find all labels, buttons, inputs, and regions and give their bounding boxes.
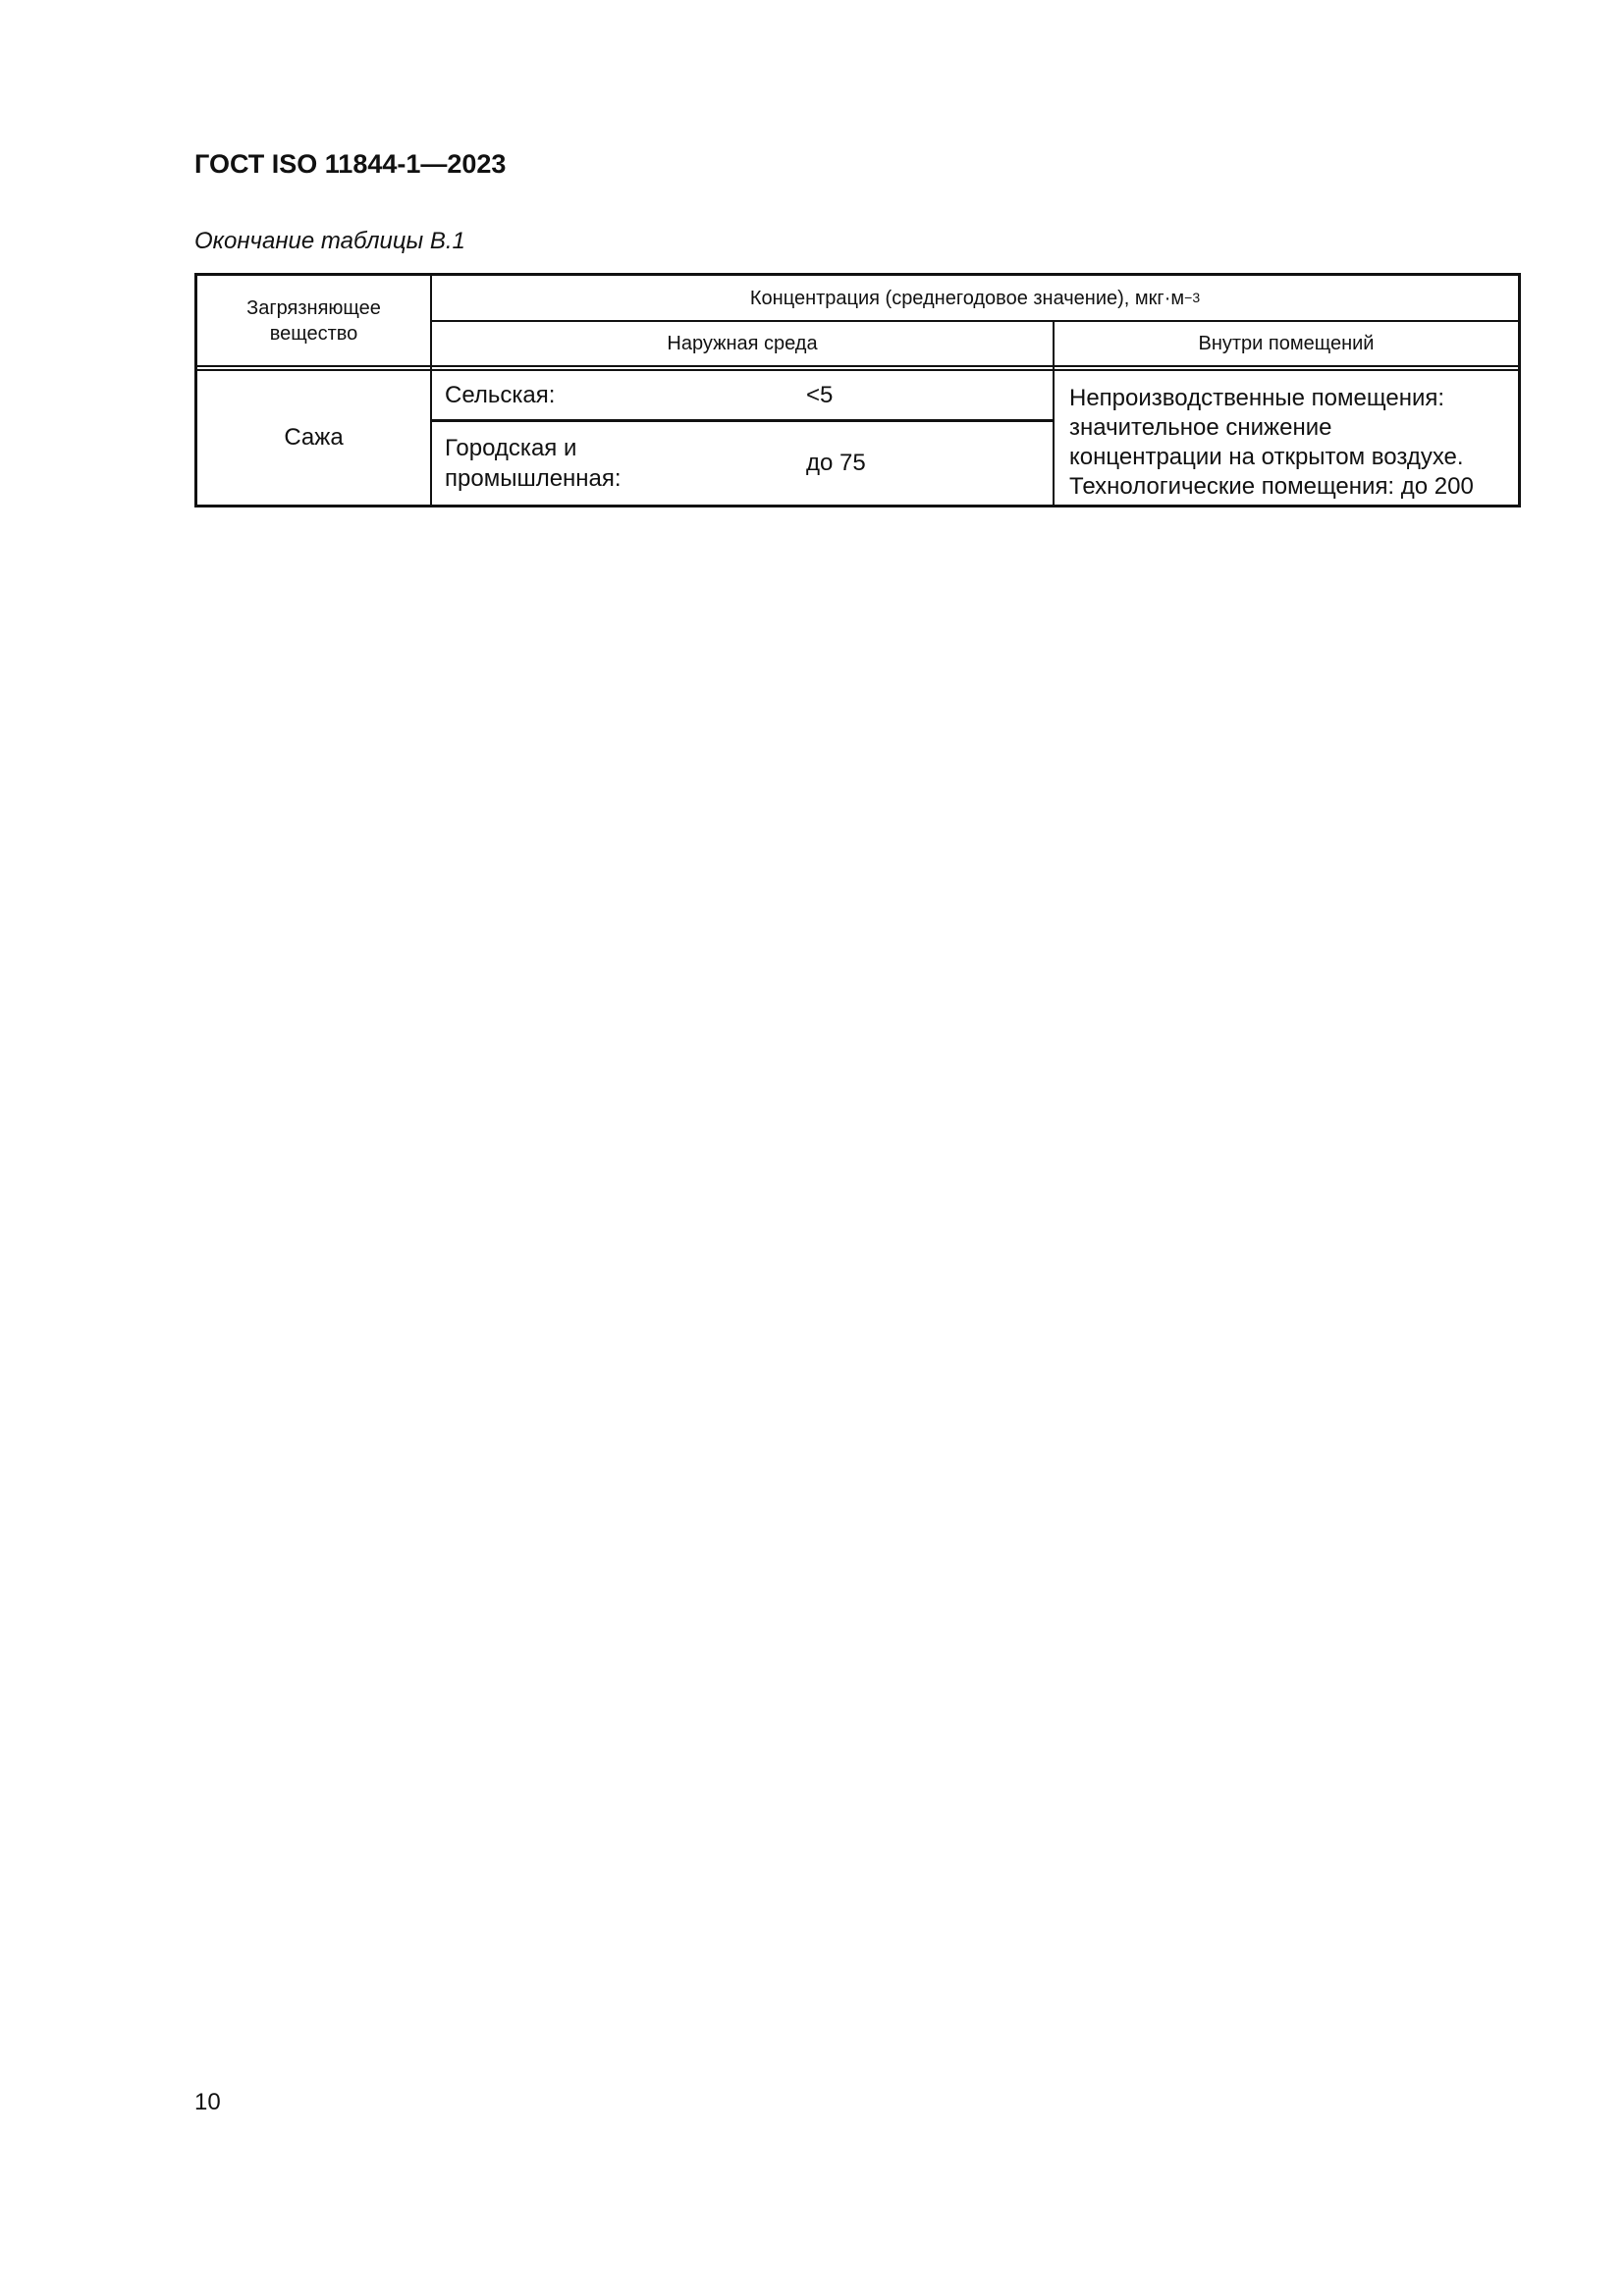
document-title: ГОСТ ISO 11844-1—2023 (194, 149, 507, 179)
indoor-line: значительное снижение (1069, 414, 1332, 441)
table-caption: Окончание таблицы В.1 (194, 228, 465, 254)
header-pollutant: Загрязняющее вещество (246, 296, 381, 345)
indoor-line: Технологические помещения: до 200 (1069, 473, 1474, 500)
header-concentration (432, 276, 1518, 320)
header-outdoor: Наружная среда (667, 333, 818, 354)
page-number: 10 (194, 2089, 221, 2115)
cell-pollutant: Сажа (284, 424, 344, 452)
cell-rural-label: Сельская: (445, 381, 556, 408)
header-indoor: Внутри помещений (1198, 333, 1375, 354)
cell-urban-value: до 75 (806, 450, 866, 477)
indoor-line: Непроизводственные помещения: (1069, 385, 1445, 411)
cell-rural-value: <5 (806, 381, 834, 408)
data-table (194, 273, 1521, 507)
cell-urban-label: Городская и промышленная: (445, 434, 622, 492)
header-concentration-text: Концентрация (среднегодовое значение), мкг·м (749, 287, 1185, 309)
header-exponent: −3 (1184, 290, 1201, 306)
indoor-line: концентрации на открытом воздухе. (1069, 444, 1464, 470)
cell-indoor (1069, 384, 1474, 502)
